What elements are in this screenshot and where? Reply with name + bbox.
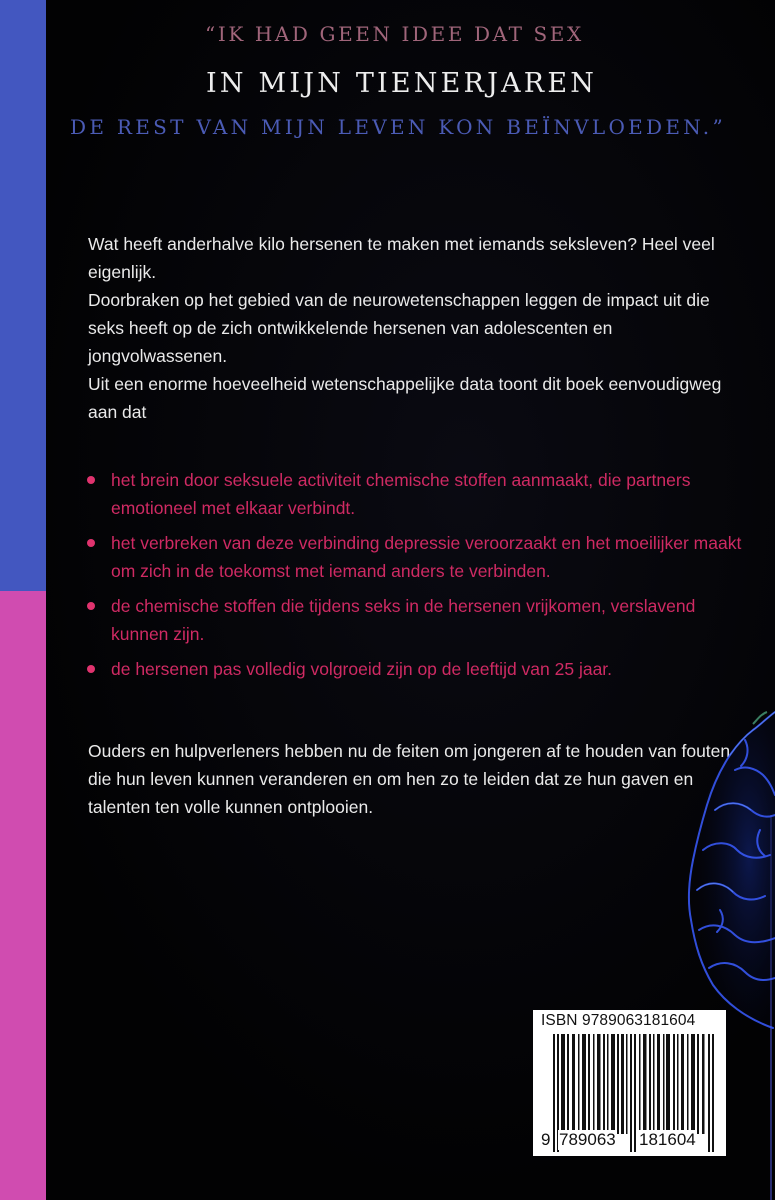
outro-paragraph: Ouders en hulpverleners hebben nu de feiten om jongeren af te houden van fouten die hun leven kunnen veranderen en om hen zo te leiden dat ze hun gaven en talenten ten volle kunnen ontplooien.: [88, 741, 731, 817]
key-point: [88, 655, 748, 683]
intro-paragraph-2: Doorbraken op het gebied van de neurowetenschappen leggen de impact uit die seks heeft op de zich ontwikkelende hersenen van adolescenten en jongvolwassenen.: [88, 290, 710, 366]
isbn-digit-first: 9: [541, 1130, 551, 1149]
isbn-digits-left: 789063: [559, 1130, 616, 1149]
blue-side-stripe: [0, 0, 46, 591]
intro-text: [88, 230, 748, 426]
quote-line-2: IN MIJN TIENERJAREN: [206, 68, 598, 99]
key-point: [88, 592, 748, 648]
isbn-digits: [537, 1132, 722, 1154]
bullet-icon: [87, 602, 95, 610]
isbn-barcode: [533, 1010, 726, 1156]
isbn-digits-right: 181604: [639, 1130, 696, 1149]
pink-side-stripe: [0, 591, 46, 1200]
key-points-list: [88, 466, 748, 690]
quote-line-1: “IK HAD GEEN IDEE DAT SEX: [205, 22, 584, 46]
key-point-text: het verbreken van deze verbinding depressie veroorzaakt en het moeilijker maakt om zich in de toekomst met iemand anders te verbinden.: [111, 533, 742, 581]
intro-paragraph-3: Uit een enorme hoeveelheid wetenschappelijke data toont dit boek eenvoudigweg aan dat: [88, 374, 722, 422]
key-point: [88, 529, 748, 585]
brain-icon: [675, 700, 775, 1030]
key-point-text: de chemische stoffen die tijdens seks in de hersenen vrijkomen, verslavend kunnen zijn.: [111, 596, 696, 644]
isbn-label: ISBN 9789063181604: [541, 1012, 696, 1029]
bullet-icon: [87, 476, 95, 484]
quote-line-3: DE REST VAN MIJN LEVEN KON BEÏNVLOEDEN.”: [70, 115, 726, 139]
bullet-icon: [87, 665, 95, 673]
intro-paragraph-1: Wat heeft anderhalve kilo hersenen te maken met iemands seksleven? Heel veel eigenlijk.: [88, 234, 715, 282]
bullet-icon: [87, 539, 95, 547]
key-point-text: het brein door seksuele activiteit chemische stoffen aanmaakt, die partners emotioneel met elkaar verbindt.: [111, 470, 691, 518]
key-point-text: de hersenen pas volledig volgroeid zijn op de leeftijd van 25 jaar.: [111, 659, 613, 679]
key-point: [88, 466, 748, 522]
